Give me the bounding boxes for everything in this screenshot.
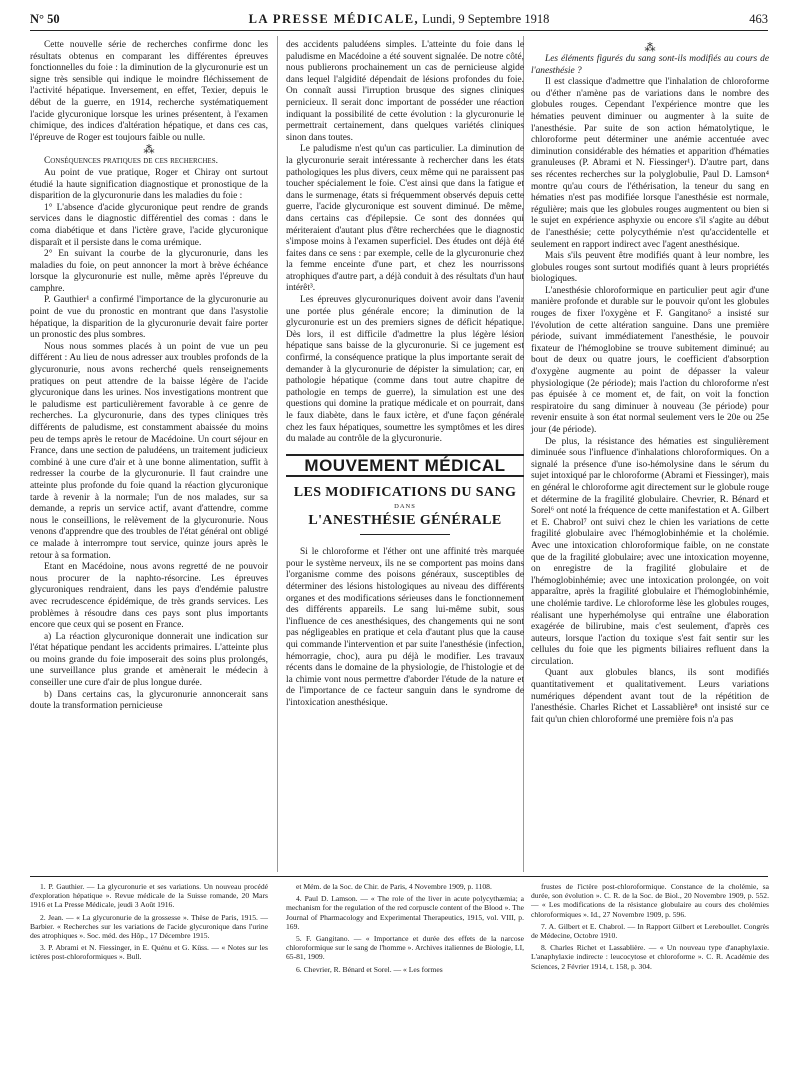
footnote: 7. A. Gilbert et E. Chabrol. — In Rapport Gilbert et Lereboullet. Congrès de Médecine, Octobre 1910. (531, 921, 769, 941)
section-stars: ⁂ (644, 42, 656, 54)
article-title: LES MODIFICATIONS DU SANG (293, 485, 517, 501)
footnote: 4. Paul D. Lamson. — « The role of the liver in acute polycythæmia; a mechanism for the regulation of the red corpuscle content of the Blood ». The Journal of Pharmacology and Experimental Therapeutics, 1915, vol. VIII, p. 169. (286, 894, 524, 931)
issue-date: Lundi, 9 Septembre 1918 (422, 12, 550, 26)
paragraph: Nous nous sommes placés à un point de vue un peu différent : Au lieu de nous adresser aux troubles profonds de la glycuronurie, nous avons recherché quels renseignements pratiques on peut attendre de la baisse légère de l'acide glycuronique dans les urines. Nos investigations montrent que le paludisme est particulièrement favorable à ce genre de recherches. La glycuronurie, dans des types cliniques très différents de paludisme, est constamment abaissée du moins peu de temps après le retour de Macédoine. Un court séjour en France, dans une section de paludéens, un traitement judicieux combiné à une cure d'air et à une bonne alimentation, suffit à redresser la courbe de la glycuronurie. Il faut craindre une atteinte plus profonde du foie quand la réaction glycuronique tarde à revenir à la normale; l'un de nos malades, sur sa demande, a repris un service actif, avant d'attendre, comme nous le conseillions, le relèvement de la glycuronurie. Nous venons d'apprendre que des troubles de l'état général ont obligé ce malade à interrompre tout service, quinze jours après le retour à sa formation. (30, 341, 268, 561)
journal-header (30, 12, 768, 27)
column-1 (30, 40, 268, 713)
header-rule (30, 30, 768, 31)
section-heading: Les éléments figurés du sang sont-ils modifiés au cours de l'anesthésie ? (531, 54, 769, 76)
footnote: frustes de l'ictère post-chloroformique. Constance de la cholémie, sa durée, son évolution ». C. R. de la Soc. de Biol., 20 Novembre 1909, p. 552. — « Les modifications de la résistance globulaire au cours des cholémies chloroformiques ». Id., 27 Novembre 1909, p. 596. (531, 882, 769, 919)
paragraph: P. Gauthier¹ a confirmé l'importance de la glycuronurie au point de vue du pronostic en montrant que dans l'asystolie hépatique, la disparition de la glycuronurie devait faire porter un pronostic des plus sombres. (30, 295, 268, 341)
article-title-connector: DANS (394, 502, 416, 510)
paragraph: Si le chloroforme et l'éther ont une affinité très marquée pour le système nerveux, ils ne se comportent pas moins dans l'organisme comme des poisons généraux, susceptibles de déterminer des lésions histologiques au niveau des différents organes et des modifications sérieuses dans le fonctionnement des différents appareils. Le sang lui-même subit, sous l'influence de ces anesthésiques, des changements qui ne sont pas négligeables en pratique et cela d'autant plus que la cause qui commande l'intervention et par suite l'anesthésie (infection, hémorragie, choc), aura pu déjà le modifier. Les travaux récents dans le domaine de la physiologie, de l'histologie et de la chimie vont nous permettre d'aborder l'étude de la nature et de l'importance de ce facteur sanguin dans le syndrome de l'intoxication anesthésique. (286, 547, 524, 708)
paragraph: a) La réaction glycuronique donnerait une indication sur l'état hépatique pendant les accidents primaires. L'atteinte plus ou moins grande du foie imposerait des soins plus prolongés, une surveillance plus grande et amènerait le médecin à conseiller une cure d'air de plus longue durée. (30, 631, 268, 689)
paragraph: Les épreuves glycuronuriques doivent avoir dans l'avenir une portée plus générale encore; la diminution de la glycuronurie est un des premiers signes de déficit hépatique. Dès lors, il est difficile d'admettre la plus légère lésion hépatique sans baisse de la glycuronurie. Si ce jugement est confirmé, la conséquence pratique la plus importante serait de demander à la glycuronurie de dépister la simulation; car, en pathologie hépatique (comme dans tout autre chapitre de pathologie en temps de guerre), la simulation est une des questions qui domine la pratique médicale et on pourrait, dans le faux diabète, dans le faux ictère, et d'une façon générale chez les faux hépatiques, soumettre les symptômes et les dires du malade au contrôle de la glycuronurie. (286, 295, 524, 445)
footnotes-rule (30, 876, 768, 877)
paragraph: Le paludisme n'est qu'un cas particulier. La diminution de la glycuronurie serait intéressante à rechercher dans les états pathologiques les plus divers, ceux même qui ne paraissent pas toucher spécialement le foie. C'est ainsi que dans la fatigue et dans le surmenage, états si fréquemment observés depuis cette guerre, l'acide glycuronique est souvent diminué. De même, dans certains cas d'épilepsie. Ce sont des données qui mériteraient d'autant plus d'être recherchées que le diagnostic s'impose moins à l'examen superficiel. Des études ont déjà été faites dans ce sens : par exemple, celle de la glycuronurie chez la femme enceinte d'une part, et chez les nourrissons atrophiques d'autre part, a déjà conduit à des résultats d'un haut intérêt³. (286, 144, 524, 294)
footnotes-column-1 (30, 882, 268, 965)
paragraph: De plus, la résistance des hématies est singulièrement diminuée sous l'influence d'inhalations chloroformiques. On a signalé la présence d'une iso-hémolysine dans le sérum du sujet intoxiqué par le chloroforme (Abrami et Fiessinger), mais en général le chloroforme agit directement sur le globule rouge et détermine de la fragilité globulaire. Chevrier, R. Bénard et Sorel⁶ ont noté la fréquence de cette manifestation et A. Gilbert et E. Chabrol⁷ ont suivi chez le chien les variations de cette fragilité globulaire avec l'hémoglobinhémie et la cholémie. Avec une intoxication chloroformique faible, on ne constate que de la fragilité globulaire; avec une intoxication moyenne, on enregistre de la fragilité globulaire et de l'hémoglobinhémie; avec une intoxication prolongée, on voit apparaître, après la fragilité globulaire et l'hémoglobinhémie, une cholémie tardive. Le chloroforme lèse les globules rouges, réalisant une hyperhémolyse qui entraîne une élaboration exagérée de bilirubine, mais c'est seulement, d'après ces auteurs, lorsque l'action du toxique s'est fait sentir sur les cellules du foie que les pigments biliaires refluent dans la circulation. (531, 436, 769, 667)
journal-title: LA PRESSE MÉDICALE, (248, 12, 420, 26)
column-2 (286, 40, 524, 709)
footnote: et Mém. de la Soc. de Chir. de Paris, 4 Novembre 1909, p. 1108. (296, 882, 492, 891)
issue-number: N° 50 (30, 12, 60, 26)
column-3 (531, 40, 769, 726)
paragraph: Mais s'ils peuvent être modifiés quant à leur nombre, les globules rouges sont surtout modifiés quant à leurs propriétés biologiques. (531, 251, 769, 285)
section-heading: Conséquences pratiques de ces recherches. (44, 156, 218, 167)
paragraph: 1° L'absence d'acide glycuronique peut rendre de grands services dans le diagnostic différentiel des comas : dans le coma diabétique et dans l'ictère grave, l'acide glycuronique disparaît et il persiste dans le coma urémique. (30, 202, 268, 248)
paragraph: L'anesthésie chloroformique en particulier peut agir d'une manière profonde et durable sur le pouvoir qu'ont les globules rouges de fixer l'oxygène et F. Gangitano⁵ a insisté sur l'évolution de cette altération sanguine. Dans une première période, suivant immédiatement l'anesthésie, le pouvoir fixateur de l'hémoglobine se trouve subitement diminué; au bout de deux ou quatre jours, le coefficient d'absorption d'oxygène augmente au point de dépasser la valeur physiologique (2e période); mais l'action du chloroforme n'est pas épuisée à ce moment et, de fait, on voit la fonction respiratoire du sang diminuer à nouveau (3e période) pour revenir ensuite à son état normal seulement vers le 20e ou 25e jour (4e période). (531, 285, 769, 435)
paragraph: b) Dans certains cas, la glycuronurie annoncerait sans doute la transformation pernicieuse (30, 689, 268, 712)
footnotes-column-3 (531, 882, 769, 974)
page-header (30, 8, 768, 30)
paragraph: 2° En suivant la courbe de la glycuronurie, dans les maladies du foie, on peut annoncer la mort à brève échéance lorsque la glycuronurie est nulle, même après l'épreuve du camphre. (30, 249, 268, 294)
footnote: 3. P. Abrami et N. Fiessinger, in E. Quénu et G. Küss. — « Notes sur les ictères post-chloroformiques ». Bull. (30, 943, 268, 962)
paragraph: Il est classique d'admettre que l'inhalation de chloroforme ou d'éther n'amène pas de variations dans le nombre des globules rouges. Cependant l'expérience montre que les hématies peuvent diminuer ou augmenter à la suite de l'anesthésie. Par suite de son action hématolytique, le chloroforme peut déterminer une anémie accentuée avec diminution considérable des hématies et apparition d'hématies granuleuses (P. Abrami et N. Fiessinger¹). D'autre part, dans ses récentes recherches sur la polyglobulie, Paul D. Lamson⁴ montre qu'au cours de l'éthérisation, la teneur du sang en hématies n'est pas modifiée lorsque l'anesthésie est normale, régulière; mais que les globules rouges augmentent ou bien si le sujet en expérience asphyxie ou encore s'il s'agite au début de l'anesthésie; cette polycythémie n'est qu'accidentelle et seulement en rapport indirect avec l'agent anesthésique. (531, 77, 769, 250)
footnotes-column-2 (286, 882, 524, 977)
footnote: 6. Chevrier, R. Bénard et Sorel. — « Les formes (296, 964, 443, 974)
paragraph: Quant aux globules blancs, ils sont modifiés quantitativement et qualitativement. Leurs variations numériques dépendent avant tout de la répétition de l'anesthésie. Charles Richet et Lassablière⁸ ont insisté sur ce fait qu'un chien chloroformé une première fois n'a pas (531, 668, 769, 725)
page-number: 463 (749, 12, 768, 26)
column-divider (277, 36, 278, 872)
paragraph: Cette nouvelle série de recherches confirme donc les résultats obtenus en comparant les différentes épreuves fonctionnelles du foie : la diminution de la glycuronurie est un signe très sensible qui indique le moindre fléchissement de l'activité hépatique. Inversement, en effet, Texier, depuis le début de la guerre, en 1914, recherche systématiquement l'acide glycuronique lorsque les urines présentent, à l'examen chimique, des indices d'altération hépatique, et dans ces cas, l'épreuve de Roger est toujours faible ou nulle. (30, 40, 268, 143)
paragraph: des accidents paludéens simples. L'atteinte du foie dans le paludisme en Macédoine a été souvent signalée. De notre côté, nous publierons prochainement un cas de pernicieuse algide dans lequel l'algidité dépendait de lésions profondes du foie. On connaît aussi l'irruption brusque des signes cliniques pernicieux. Il serait donc important de posséder une réaction indiquant la possibilité de cette évolution : la glycuronurie le permettrait certainement, dans quelques variétés cliniques sinon dans toutes. (286, 40, 524, 143)
footnote: 5. F. Gangitano. — « Importance et durée des effets de la narcose chloroformique sur le sang de l'homme ». Archives italiennes de Biologie, LI, 65-81, 1909. (286, 934, 524, 962)
article-subtitle: L'ANESTHÉSIE GÉNÉRALE (308, 512, 502, 528)
footnote: 1. P. Gauthier. — La glycuronurie et ses variations. Un nouveau procédé d'exploration hépatique ». Revue médicale de la Suisse romande, 20 Mars 1916 et La Presse Médicale, jeudi 3 Août 1916. (30, 882, 268, 910)
section-banner: MOUVEMENT MÉDICAL (286, 454, 524, 478)
paragraph: Au point de vue pratique, Roger et Chiray ont surtout étudié la haute signification diagnostique et pronostique de la disparition de la glycuronurie dans les maladies du foie : (30, 167, 268, 202)
title-rule (360, 534, 450, 535)
footnote: 2. Jean. — « La glycuronurie de la grossesse ». Thèse de Paris, 1915. — Barbier. « Recherches sur les variations de l'acide glycuronique dans l'urine des atrophiques ». Soc. méd. des Hôp., 17 Décembre 1915. (30, 912, 268, 941)
footnote: 8. Charles Richet et Lassablière. — « Un nouveau type d'anaphylaxie. L'anaphylaxie indirecte : leucocytose et chloroforme ». C. R. Académie des Sciences, 2 Février 1914, t. 158, p. 304. (531, 943, 769, 971)
paragraph: Etant en Macédoine, nous avons regretté de ne pouvoir nous procurer de la naphto-résorcine. Les épreuves glycuroniques rendraient, dans les pays d'endémie palustre avec recrudescence épidémique, de très grands services. Les problèmes à résoudre dans ces pays sont plus importants encore que ceux qui se posent en France. (30, 562, 268, 631)
section-stars: ⁂ (143, 144, 155, 157)
